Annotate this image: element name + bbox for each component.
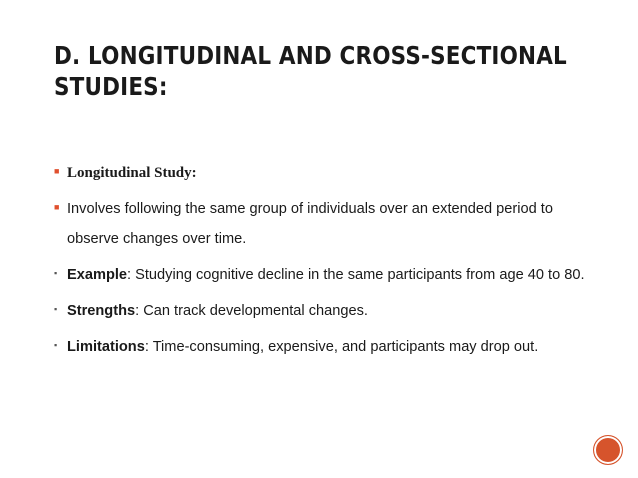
slide-title [54,40,567,102]
square-bullet-icon: ▪ [54,340,58,350]
bullet-text: : Can track developmental changes. [135,303,368,319]
bullet-item [54,158,594,188]
bullet-lead: Example [67,267,128,283]
bullet-lead: Limitations [67,339,145,355]
bullet-item [54,296,594,326]
square-bullet-icon: ■ [54,166,60,176]
bullet-item [54,260,594,290]
square-bullet-icon: ■ [54,202,60,212]
slide-title-line-2: STUDIES: [54,72,168,101]
bullet-lead: Longitudinal Study: [67,165,197,181]
bullet-text: : Time-consuming, expensive, and participants may drop out. [144,339,539,355]
bullet-text: : Studying cognitive decline in the same participants from age 40 to 80. [127,267,585,283]
bullet-list [54,158,594,368]
next-slide-button[interactable] [593,435,623,465]
slide-title-line-1: D. LONGITUDINAL AND CROSS-SECTIONAL [54,41,567,70]
bullet-item [54,332,594,362]
square-bullet-icon: ▪ [54,304,58,314]
bullet-lead: Strengths [67,303,136,319]
bullet-text: Involves following the same group of individuals over an extended period to observe changes over time. [67,201,553,247]
bullet-item [54,194,594,254]
square-bullet-icon: ▪ [54,268,58,278]
